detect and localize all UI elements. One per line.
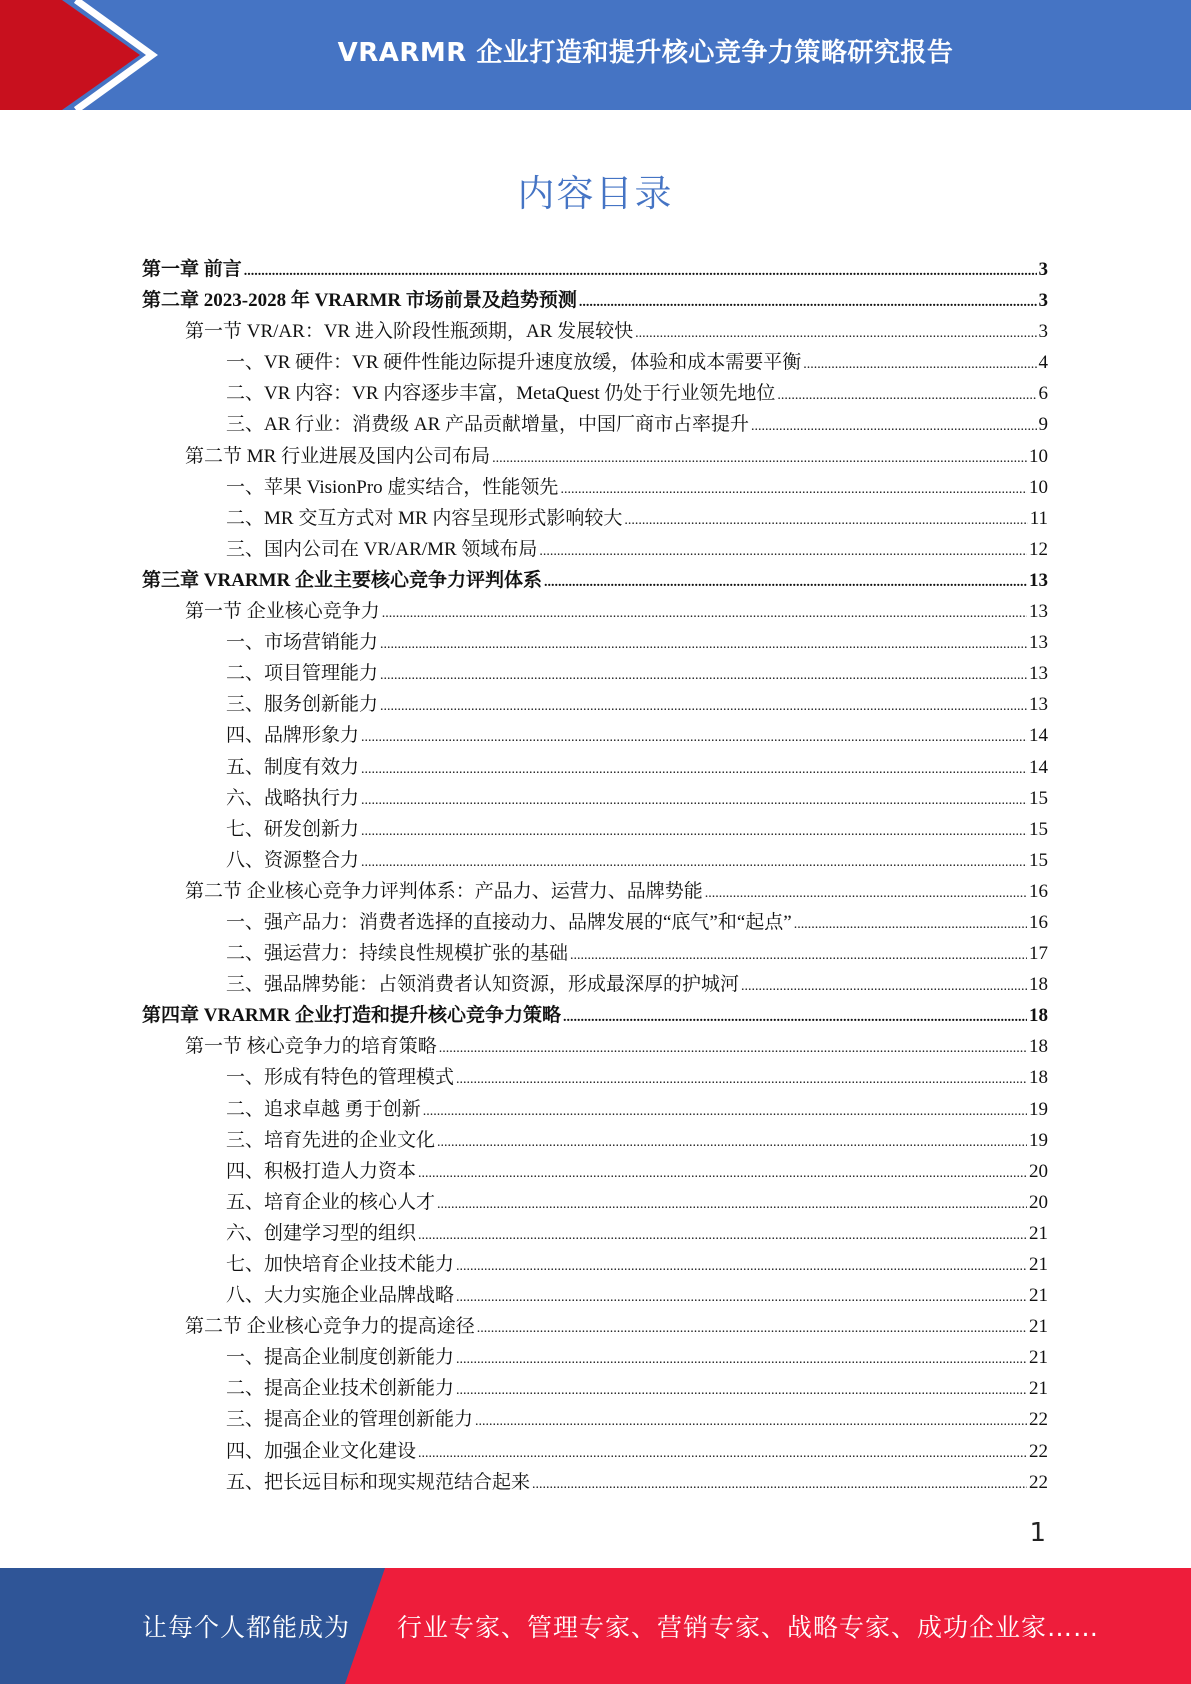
toc-entry[interactable] [142,627,1048,658]
toc-entry[interactable] [142,1000,1048,1031]
toc-entry-page: 21 [1029,1254,1048,1275]
toc-entry-page: 21 [1029,1285,1048,1307]
toc-leader-dots [380,668,1027,684]
footer-banner [0,1568,1191,1684]
toc-entry-page: 13 [1029,694,1048,716]
toc-entry-title: 一、形成有特色的管理模式 [226,1067,455,1089]
toc-entry[interactable] [142,1373,1048,1404]
toc-entry[interactable] [142,1156,1048,1187]
toc-entry[interactable] [142,378,1048,409]
toc-leader-dots [244,264,1037,280]
toc-entry-page: 13 [1029,601,1048,623]
toc-entry[interactable] [142,1094,1048,1125]
toc-entry-title: 三、强品牌势能：占领消费者认知资源，形成最深厚的护城河 [226,974,740,996]
toc-leader-dots [361,730,1027,746]
toc-entry[interactable] [142,1031,1048,1062]
toc-leader-dots [418,1228,1027,1244]
toc-entry-title: 一、市场营销能力 [226,632,379,654]
toc-entry-title: 四、积极打造人力资本 [226,1160,417,1182]
toc-leader-dots [361,855,1027,871]
toc-leader-dots [361,762,1027,778]
toc-entry-title: 五、把长远目标和现实规范结合起来 [226,1471,531,1493]
toc-entry-page: 20 [1029,1160,1048,1182]
toc-entry-title: 五、制度有效力 [226,756,360,778]
toc-entry-title: 七、研发创新力 [226,818,360,840]
toc-entry-page: 18 [1029,1005,1048,1027]
toc-entry-page: 22 [1029,1409,1048,1431]
toc-entry-page: 21 [1029,1222,1048,1244]
toc-entry-title: 二、VR 内容：VR 内容逐步丰富，MetaQuest 仍处于行业领先地位 [226,383,776,405]
page-number: 1 [1029,1518,1046,1548]
toc-entry[interactable] [142,969,1048,1000]
report-title: VRARMR 企业打造和提升核心竞争力策略研究报告 [337,37,954,68]
toc-entry-title: 第三章 VRARMR 企业主要核心竞争力评判体系 [142,569,543,591]
toc-entry-title: 二、项目管理能力 [226,663,379,685]
toc-entry-page: 18 [1029,1036,1048,1058]
toc-entry-title: 四、加强企业文化建设 [226,1440,417,1462]
toc-entry-title: 第一章 前言 [142,259,242,280]
toc-entry[interactable] [142,752,1048,783]
toc-entry-title: 一、VR 硬件：VR 硬件性能边际提升速度放缓，体验和成本需要平衡 [226,352,802,374]
toc-entry-page: 13 [1029,632,1048,654]
toc-entry-title: 第一节 企业核心竞争力 [185,601,380,623]
toc-entry[interactable] [142,876,1048,907]
toc-entry-page: 9 [1038,414,1048,436]
toc-entry[interactable] [142,907,1048,938]
toc-entry-page: 16 [1029,880,1048,902]
toc-entry-page: 22 [1029,1471,1048,1493]
toc-entry[interactable] [142,1280,1048,1311]
toc-leader-dots [456,1072,1027,1088]
toc-entry-page: 3 [1038,290,1048,312]
toc-leader-dots [803,357,1036,373]
toc-entry-title: 七、加快培育企业技术能力 [226,1254,455,1275]
toc-entry-page: 12 [1029,538,1048,560]
toc-entry-title: 二、追求卓越 勇于创新 [226,1098,421,1120]
toc-leader-dots [423,1104,1027,1120]
toc-leader-dots [361,793,1027,809]
toc-entry[interactable] [142,503,1048,534]
toc-leader-dots [544,575,1027,591]
toc-entry-title: 三、提高企业的管理创新能力 [226,1409,474,1431]
toc-entry-page: 3 [1038,259,1048,280]
toc-leader-dots [563,1010,1027,1026]
toc-entry[interactable] [142,845,1048,876]
toc-heading: 内容目录 [517,172,674,215]
toc-entry[interactable] [142,441,1048,472]
toc-leader-dots [475,1414,1027,1430]
toc-entry[interactable] [142,689,1048,720]
toc-leader-dots [539,544,1027,560]
toc-entry-title: 二、提高企业技术创新能力 [226,1378,455,1400]
toc-entry-page: 21 [1029,1316,1048,1338]
toc-leader-dots [456,1259,1027,1275]
toc-entry-page: 11 [1029,507,1048,529]
footer-slogan-right: 行业专家、管理专家、营销专家、战略专家、成功企业家…… [397,1613,1100,1642]
toc-entry[interactable] [142,1436,1048,1467]
toc-leader-dots [794,917,1027,933]
toc-entry-page: 13 [1029,569,1048,591]
toc-entry-title: 三、国内公司在 VR/AR/MR 领域布局 [226,538,538,560]
toc-entry[interactable] [142,1467,1048,1498]
toc-entry-page: 21 [1029,1347,1048,1369]
toc-entry[interactable] [142,783,1048,814]
toc-leader-dots [437,1135,1027,1151]
toc-entry[interactable] [142,409,1048,440]
toc-entry-title: 三、培育先进的企业文化 [226,1129,436,1151]
toc-entry-page: 17 [1029,943,1048,965]
toc-entry-title: 第二节 MR 行业进展及国内公司布局 [185,445,491,467]
toc-entry[interactable] [142,1311,1048,1342]
toc-entry[interactable] [142,720,1048,751]
toc-entry[interactable] [142,1187,1048,1218]
toc-entry[interactable] [142,938,1048,969]
toc-entry-page: 6 [1038,383,1048,405]
toc-entry-page: 4 [1038,352,1048,374]
toc-entry[interactable] [142,1249,1048,1280]
toc-entry[interactable] [142,347,1048,378]
toc-entry-page: 20 [1029,1191,1048,1213]
toc-leader-dots [777,388,1036,404]
toc-entry-title: 五、培育企业的核心人才 [226,1191,436,1213]
toc-leader-dots [456,1383,1027,1399]
toc-entry-page: 15 [1029,849,1048,871]
toc-entry-title: 第二节 企业核心竞争力评判体系：产品力、运营力、品牌势能 [185,880,703,902]
footer-slogan-left: 让每个人都能成为 [142,1613,351,1642]
toc-entry-title: 三、服务创新能力 [226,694,379,716]
toc-entry-page: 21 [1029,1378,1048,1400]
toc-entry[interactable] [142,316,1048,347]
toc-leader-dots [570,948,1027,964]
toc-entry-page: 14 [1029,756,1048,778]
toc-entry-page: 15 [1029,818,1048,840]
toc-entry-page: 10 [1029,476,1048,498]
toc-leader-dots [456,1290,1027,1306]
toc-entry[interactable] [142,658,1048,689]
toc-leader-dots [751,419,1036,435]
toc-entry[interactable] [142,1342,1048,1373]
toc-entry-title: 一、强产品力：消费者选择的直接动力、品牌发展的“底气”和“起点” [226,911,792,933]
toc-leader-dots [418,1446,1027,1462]
toc-entry[interactable] [142,1062,1048,1093]
toc-entry-title: 第一节 核心竞争力的培育策略 [185,1036,437,1058]
toc-leader-dots [477,1321,1027,1337]
toc-leader-dots [532,1477,1027,1493]
toc-leader-dots [560,482,1027,498]
toc-entry-page: 22 [1029,1440,1048,1462]
toc-leader-dots [418,1166,1027,1182]
toc-leader-dots [439,1041,1027,1057]
toc-entry[interactable] [142,285,1048,316]
toc-entry-page: 19 [1029,1098,1048,1120]
toc-leader-dots [380,699,1027,715]
toc-entry[interactable] [142,254,1048,285]
toc-leader-dots [624,513,1027,529]
toc-entry-title: 四、品牌形象力 [226,725,360,747]
toc-entry-page: 18 [1029,974,1048,996]
toc-entry-page: 16 [1029,911,1048,933]
toc-entry-title: 八、大力实施企业品牌战略 [226,1285,455,1307]
toc-entry[interactable] [142,534,1048,565]
toc-entry-title: 第二节 企业核心竞争力的提高途径 [185,1316,475,1338]
toc-leader-dots [705,886,1027,902]
toc-entry-title: 第二章 2023-2028 年 VRARMR 市场前景及趋势预测 [142,290,577,312]
toc-entry[interactable] [142,596,1048,627]
toc-entry-page: 19 [1029,1129,1048,1151]
toc-entry[interactable] [142,1404,1048,1435]
toc-entry-page: 13 [1029,663,1048,685]
toc-leader-dots [456,1352,1027,1368]
table-of-contents [142,254,1048,1498]
toc-entry[interactable] [142,1125,1048,1156]
toc-leader-dots [382,606,1027,622]
toc-entry-title: 三、AR 行业：消费级 AR 产品贡献增量，中国厂商市占率提升 [226,414,750,436]
toc-entry-page: 18 [1029,1067,1048,1089]
toc-entry[interactable] [142,1218,1048,1249]
toc-leader-dots [741,979,1027,995]
header-banner [0,0,1191,110]
toc-leader-dots [380,637,1027,653]
toc-leader-dots [635,326,1036,342]
toc-entry-title: 二、强运营力：持续良性规模扩张的基础 [226,943,569,965]
toc-entry-title: 第四章 VRARMR 企业打造和提升核心竞争力策略 [142,1005,562,1027]
toc-entry-page: 3 [1038,321,1048,343]
toc-entry-title: 八、资源整合力 [226,849,360,871]
toc-entry-page: 10 [1029,445,1048,467]
toc-entry-title: 一、提高企业制度创新能力 [226,1347,455,1369]
toc-entry[interactable] [142,472,1048,503]
toc-entry-title: 六、创建学习型的组织 [226,1222,417,1244]
toc-entry[interactable] [142,814,1048,845]
toc-leader-dots [579,295,1037,311]
toc-entry-page: 15 [1029,787,1048,809]
toc-entry-title: 二、MR 交互方式对 MR 内容呈现形式影响较大 [226,507,623,529]
toc-entry-title: 六、战略执行力 [226,787,360,809]
toc-entry[interactable] [142,565,1048,596]
toc-leader-dots [361,824,1027,840]
toc-entry-title: 第一节 VR/AR：VR 进入阶段性瓶颈期，AR 发展较快 [185,321,634,343]
toc-entry-page: 14 [1029,725,1048,747]
toc-leader-dots [437,1197,1027,1213]
toc-leader-dots [492,451,1027,467]
toc-entry-title: 一、苹果 VisionPro 虚实结合，性能领先 [226,476,559,498]
